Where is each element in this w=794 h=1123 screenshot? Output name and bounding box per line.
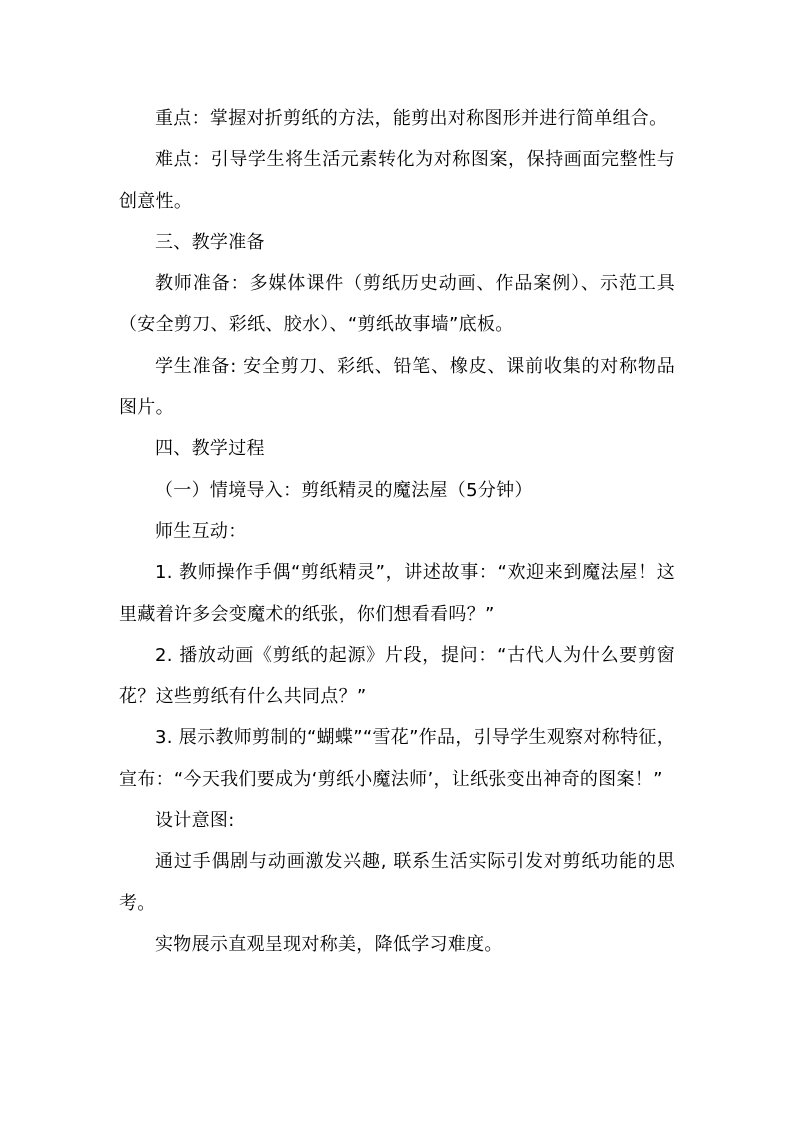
key-point-paragraph: 重点：掌握对折剪纸的方法，能剪出对称图形并进行简单组合。: [155, 108, 668, 129]
step-3-paragraph: 3. 展示教师剪制的“蝴蝶”“雪花”作品，引导学生观察对称特征，宣布：“今天我们要成为‘剪纸小魔法师’，让纸张变出神奇的图案！”: [119, 727, 675, 790]
design-intent-paragraph-2: 实物展示直观呈现对称美，降低学习难度。: [155, 933, 503, 955]
step-2-paragraph: 2. 播放动画《剪纸的起源》片段，提问：“古代人为什么要剪窗花？这些剪纸有什么共同点？”: [119, 644, 675, 708]
interaction-label: 师生互动：: [155, 520, 247, 542]
subsection-heading-intro: （一）情境导入：剪纸精灵的魔法屋（5分钟）: [155, 479, 533, 501]
difficulty-paragraph: 难点：引导学生将生活元素转化为对称图案，保持画面完整性与创意性。: [119, 149, 675, 212]
student-preparation-paragraph: 学生准备: 安全剪刀、彩纸、铅笔、橡皮、课前收集的对称物品图片。: [119, 355, 675, 419]
design-intent-paragraph-1: 通过手偶剧与动画激发兴趣, 联系生活实际引发对剪纸功能的思考。: [119, 851, 675, 914]
design-intent-label: 设计意图:: [155, 810, 235, 832]
teacher-preparation-paragraph: 教师准备：多媒体课件（剪纸历史动画、作品案例）、示范工具（安全剪刀、彩纸、胶水）、“剪纸故事墙”底板。: [119, 273, 675, 336]
section-heading-preparation: 三、教学准备: [155, 231, 265, 253]
step-1-paragraph: 1. 教师操作手偶“剪纸精灵”，讲述故事：“欢迎来到魔法屋！这里藏着许多会变魔术的纸张，你们想看看吗？”: [119, 562, 675, 625]
section-heading-process: 四、教学过程: [155, 438, 265, 460]
document-page: [119, 98, 675, 965]
